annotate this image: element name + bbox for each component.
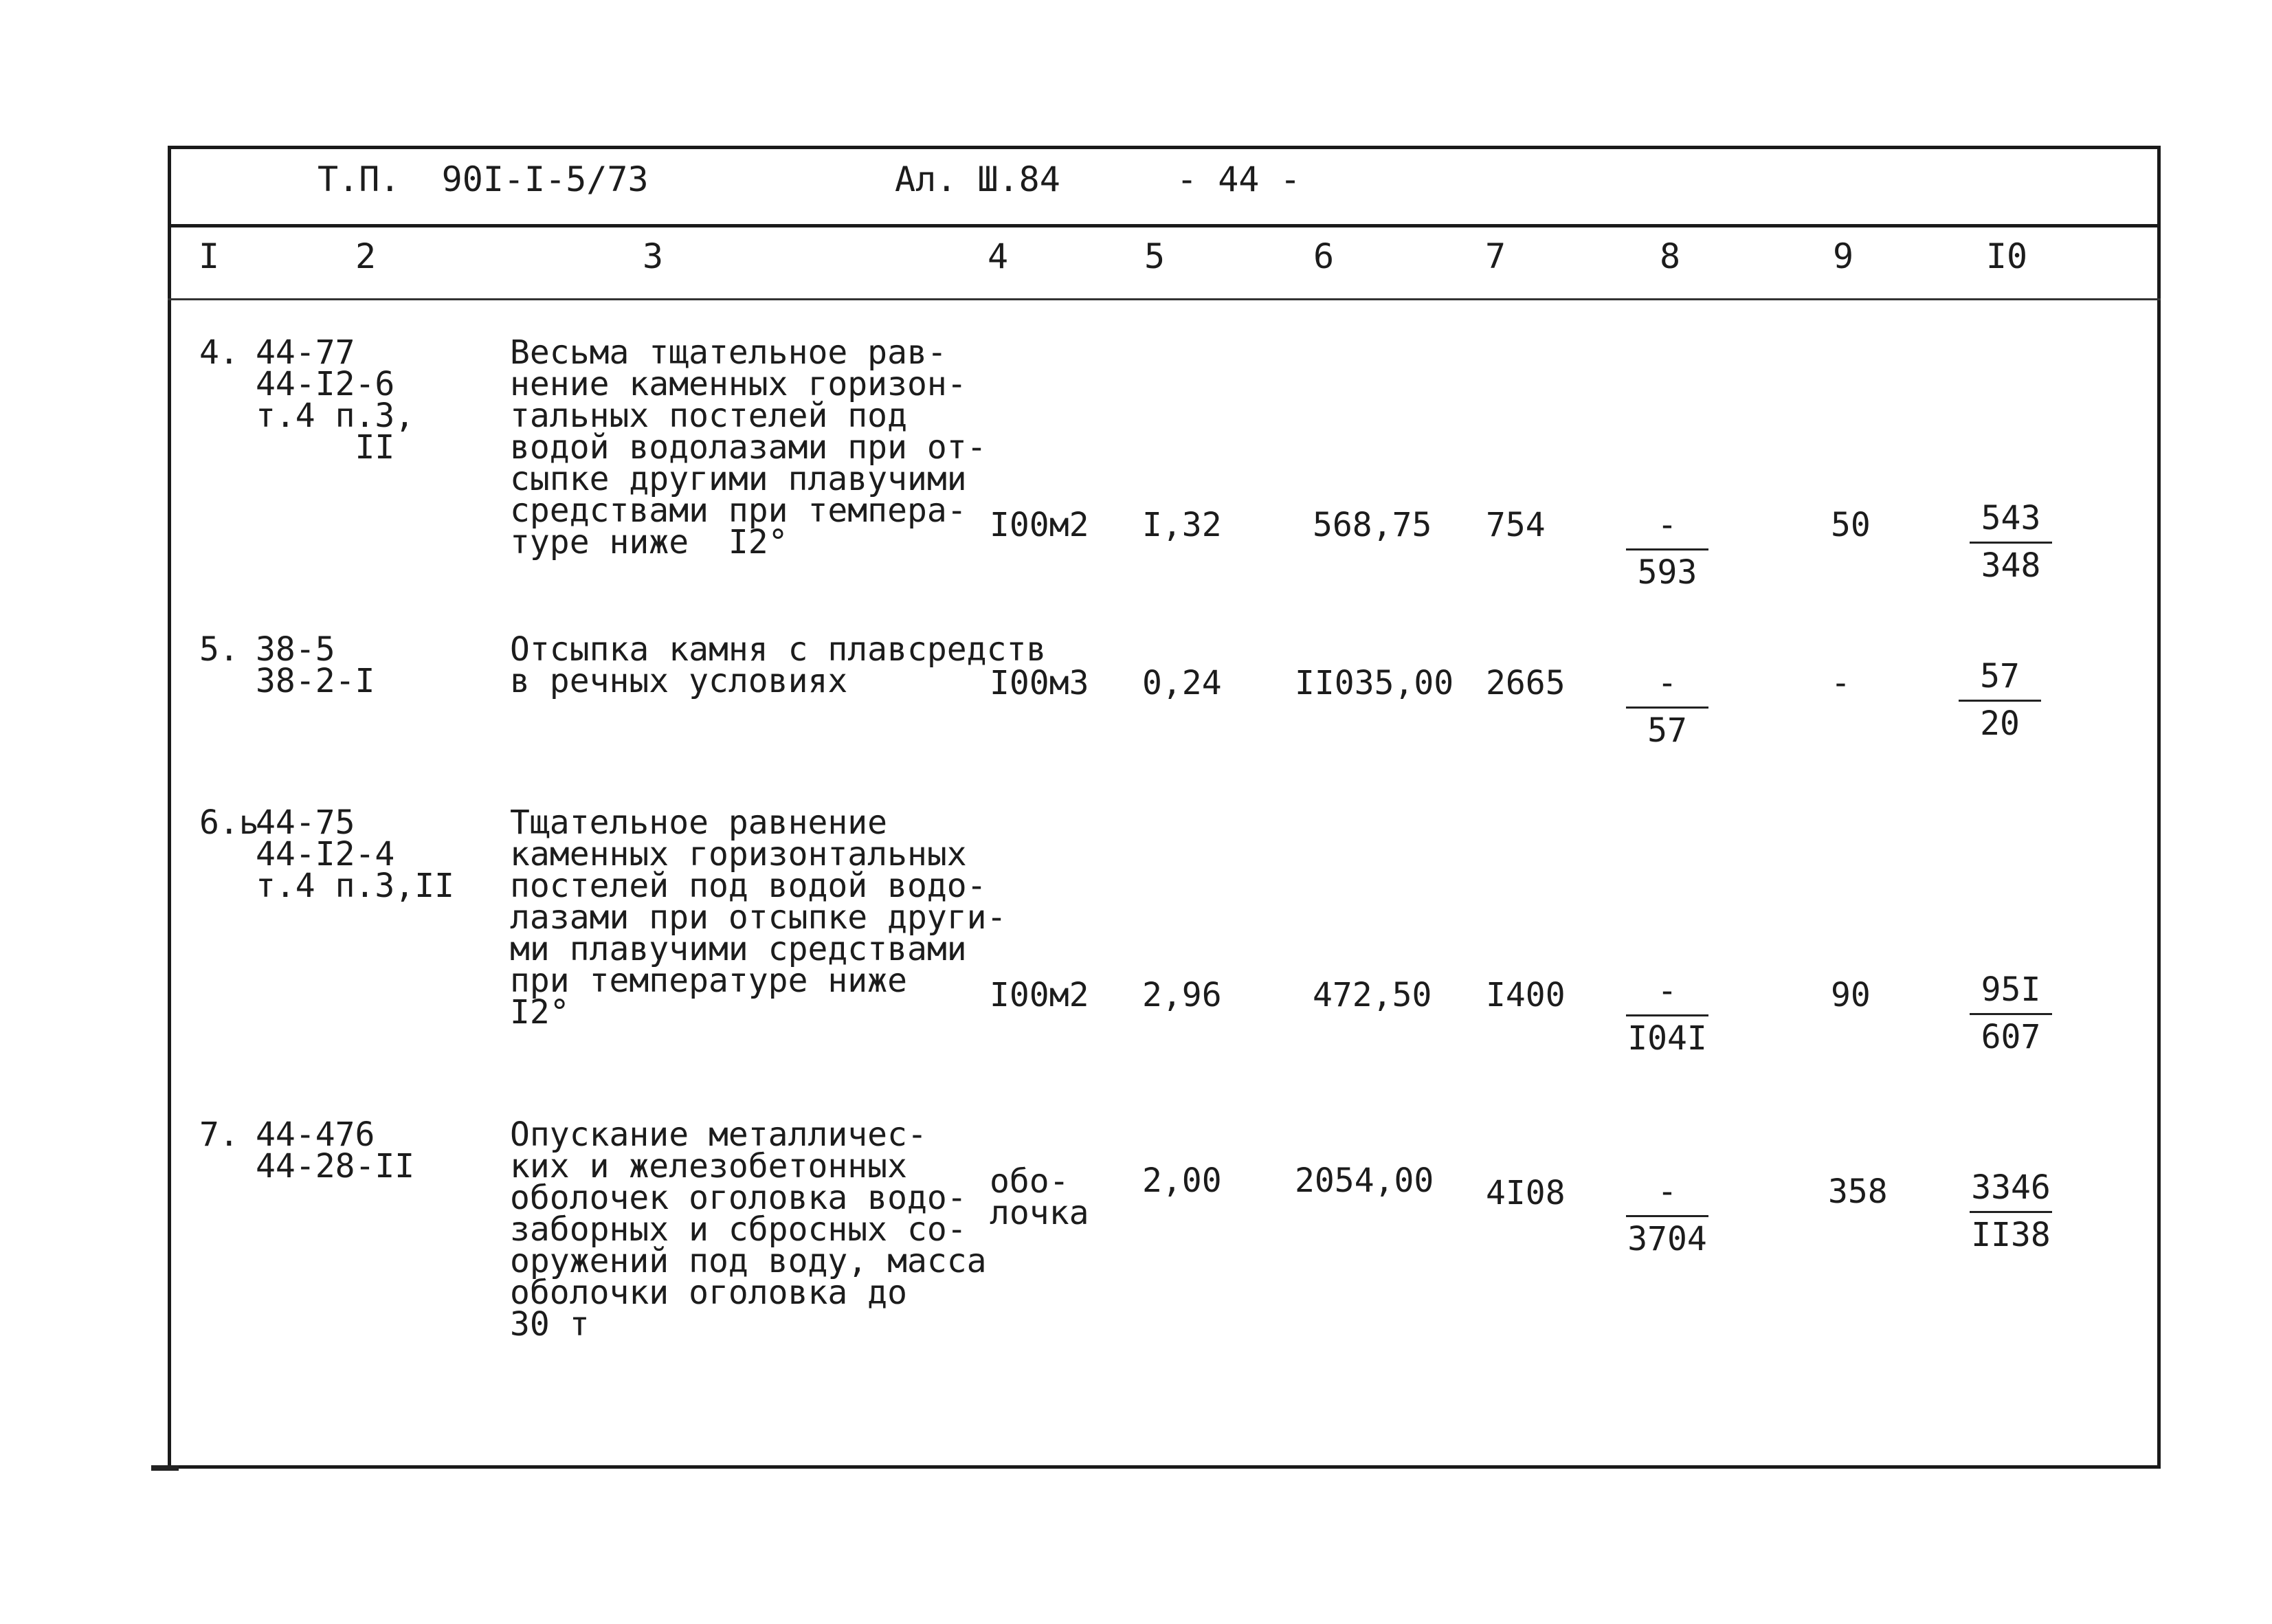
column-number: 8	[1659, 236, 1681, 276]
quantity: 0,24	[1142, 664, 1222, 702]
row-number: 7.	[199, 1115, 239, 1154]
norm-code: 38-5 38-2-I	[256, 630, 375, 700]
page-number: - 44 -	[1177, 159, 1301, 199]
fraction-denominator: II38	[1971, 1216, 2051, 1254]
fraction-numerator: 3346	[1971, 1168, 2051, 1207]
unit: I00м2	[990, 506, 1089, 544]
col9-value: 50	[1831, 506, 1871, 544]
norm-code: 44-75 44-I2-4 т.4 п.3,II	[256, 803, 454, 905]
fraction-denominator: 3704	[1627, 1220, 1707, 1258]
row-number: 5.	[199, 630, 239, 669]
table-frame	[168, 146, 2161, 1469]
fraction-denominator: 607	[1981, 1018, 2041, 1056]
row-number: 4.	[199, 333, 239, 372]
col9-value: 358	[1828, 1172, 1888, 1211]
unit: I00м2	[990, 976, 1089, 1014]
unit: обо- лочка	[990, 1162, 1089, 1232]
fraction-col8	[1605, 506, 1729, 592]
fraction-denominator: 593	[1637, 553, 1697, 592]
fraction-col10	[1949, 499, 2073, 585]
unit-price: 568,75	[1313, 506, 1432, 544]
row-number: 6.ь	[199, 803, 259, 842]
work-description: Опускание металличес- ких и железобетонных оболочек оголовка водо- заборных и сбросных со- оружений под воду, масса оболочки оголовка до 30 т	[510, 1115, 987, 1344]
unit: I00м3	[990, 664, 1089, 702]
fraction-col10	[1949, 1168, 2073, 1254]
column-number: 3	[642, 236, 664, 276]
unit-price: 2054,00	[1295, 1161, 1434, 1200]
column-number: 5	[1144, 236, 1166, 276]
norm-code: 44-476 44-28-II	[256, 1115, 415, 1186]
total-cost: I400	[1486, 976, 1566, 1014]
work-description: Весьма тщательное рав- нение каменных горизон- тальных постелей под водой водолазами при от- сыпке другими плавучими средствами при темпера- туре ниже I2°	[510, 333, 987, 561]
fraction-numerator: -	[1657, 972, 1678, 1010]
fraction-numerator: 57	[1980, 657, 2020, 696]
col9-value: 90	[1831, 976, 1871, 1014]
column-number: 7	[1484, 236, 1506, 276]
unit-price: 472,50	[1313, 976, 1432, 1014]
fraction-col8	[1605, 664, 1729, 750]
header-divider	[168, 224, 2161, 227]
unit-price: II035,00	[1295, 664, 1454, 702]
album-sheet: Ал. Ш.84	[895, 159, 1060, 199]
column-number: 4	[987, 236, 1009, 276]
total-cost: 2665	[1486, 664, 1566, 702]
work-description: Отсыпка камня с плавсредств в речных условиях	[510, 630, 1047, 700]
work-description: Тщательное равнение каменных горизонтальных постелей под водой водо- лазами при отсыпке други- ми плавучими средствами при температуре ниже I2°	[510, 803, 1007, 1032]
total-cost: 4I08	[1486, 1174, 1566, 1212]
quantity: 2,00	[1142, 1161, 1222, 1200]
column-header-divider	[168, 298, 2161, 300]
fraction-denominator: 20	[1980, 704, 2020, 743]
document-code: Т.П. 90I-I-5/73	[318, 159, 649, 199]
fraction-numerator: -	[1657, 664, 1678, 702]
column-number: 6	[1313, 236, 1335, 276]
fraction-denominator: 57	[1647, 711, 1687, 750]
frame-corner-mark	[151, 1465, 179, 1471]
fraction-col10	[1949, 970, 2073, 1056]
total-cost: 754	[1486, 506, 1546, 544]
fraction-col10	[1938, 657, 2062, 743]
fraction-numerator: 95I	[1981, 970, 2041, 1009]
norm-code: 44-77 44-I2-6 т.4 п.3, II	[256, 333, 415, 467]
quantity: I,32	[1142, 506, 1222, 544]
col9-value: -	[1831, 664, 1851, 702]
fraction-numerator: -	[1657, 506, 1678, 544]
quantity: 2,96	[1142, 976, 1222, 1014]
column-number: I0	[1985, 236, 2028, 276]
fraction-denominator: I04I	[1627, 1019, 1707, 1058]
fraction-numerator: -	[1657, 1172, 1678, 1211]
fraction-col8	[1605, 1172, 1729, 1258]
fraction-col8	[1605, 972, 1729, 1058]
column-number: 2	[355, 236, 377, 276]
column-number: I	[198, 236, 220, 276]
column-number: 9	[1832, 236, 1854, 276]
fraction-numerator: 543	[1981, 499, 2041, 537]
fraction-denominator: 348	[1981, 546, 2041, 585]
